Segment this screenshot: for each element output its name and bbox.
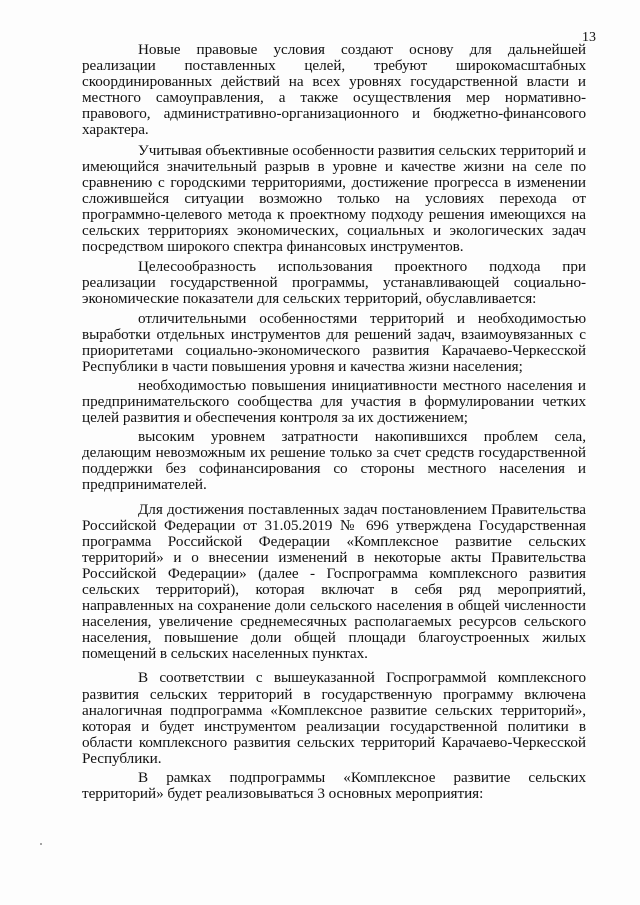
paragraph-project-approach: Целесообразность использования проектного подхода при реализации государственной программы, устанавливающей социально-экономические показатели для сельских территорий, обуславливается: xyxy=(82,258,586,308)
document-body xyxy=(82,42,586,805)
paragraph-subprogram: В соответствии с вышеуказанной Госпрограммой комплексного развития сельских территорий в государственную программу включена аналогичная подпрограмма «Комплексное развитие сельских территорий», которая и будет инструментом реализации государственной политики в области комплексного развития сельских территорий Карачаево-Черкесской Республики. xyxy=(82,669,586,767)
paragraph-main-activities: В рамках подпрограммы «Комплексное развитие сельских территорий» будет реализовываться 3 основных мероприятия: xyxy=(82,769,586,803)
paragraph-government-decree: Для достижения поставленных задач постановлением Правительства Российской Федерации от 31.05.2019 № 696 утверждена Государственная программа Российской Федерации «Комплексное развитие сельских территорий» и о внесении изменений в некоторые акты Правительства Российской Федерации» (далее - Госпрограмма комплексного развития сельских территорий), которая включат в себя ряд мероприятий, направленных на сохранение доли сельского населения в общей численности населения, увеличение среднемесячных располагаемых ресурсов сельского населения, повышение доли общей площади благоустроенных жилых помещений в сельских населенных пунктах. xyxy=(82,500,586,663)
paragraph-initiative: необходимостью повышения инициативности местного населения и предпринимательского сообщества для участия в формулировании четких целей развития и обеспечения контроля за их достижением; xyxy=(82,376,586,427)
paragraph-legal-conditions: Новые правовые условия создают основу для дальнейшей реализации поставленных целей, требуют широкомасштабных скоординированных действий на всех уровнях государственной власти и местного самоуправления, а также осуществления мер нормативно-правового, административно-организационного и бюджетно-финансового характера. xyxy=(82,41,586,139)
paragraph-distinctive-features: отличительными особенностями территорий и необходимостью выработки отдельных инструментов для решений задач, взаимоувязанных с приоритетами социально-экономического развития Карачаево-Черкесской Республики в части повышения уровня и качества жизни населения; xyxy=(82,309,586,375)
paragraph-high-costs: высоким уровнем затратности накопившихся проблем села, делающим невозможным их решение только за счет средств государственной поддержки без софинансирования со стороны местного населения и предпринимателей. xyxy=(82,428,586,494)
paragraph-rural-features: Учитывая объективные особенности развития сельских территорий и имеющийся значительный разрыв в уровне и качестве жизни на селе по сравнению с городскими территориями, достижение прогресса в изменении сложившейся ситуации возможно только на условиях перехода от программно-целевого метода к проектному подходу решения имеющихся на сельских территориях экономических, социальных и экологических задач посредством широкого спектра финансовых инструментов. xyxy=(82,141,586,256)
scan-speck xyxy=(40,843,42,845)
page-number: 13 xyxy=(582,30,596,45)
